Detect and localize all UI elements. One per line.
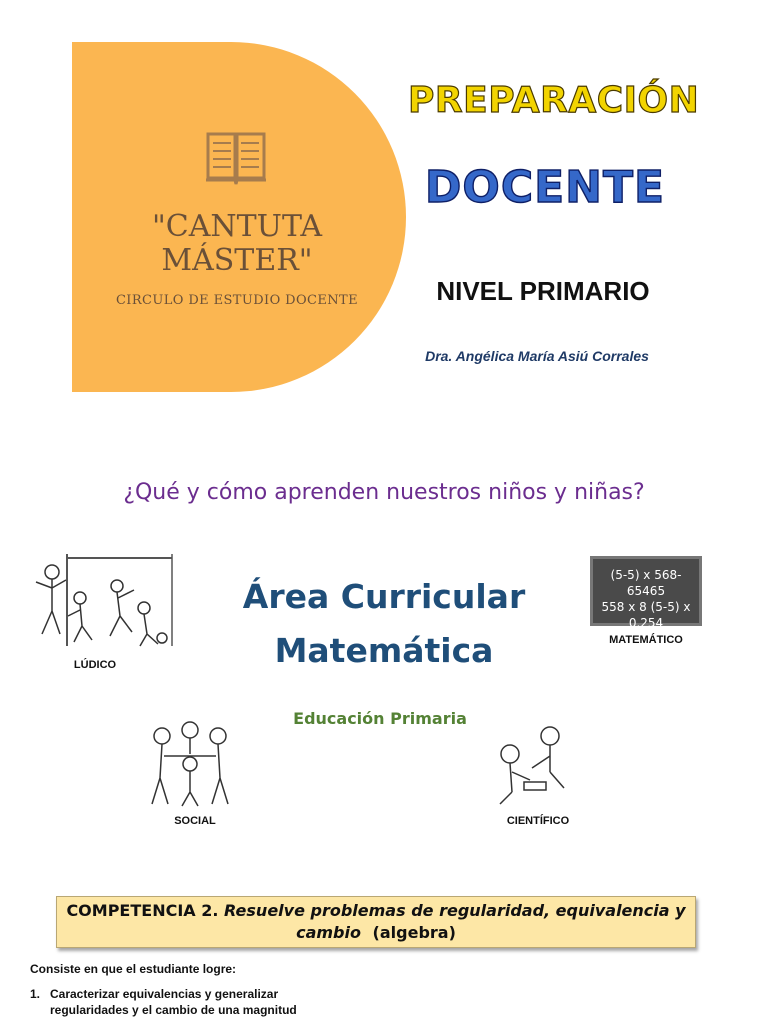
list-item-number: 1. xyxy=(30,987,41,1001)
author-name: Dra. Angélica María Asiú Corrales xyxy=(425,348,649,364)
competency-label: COMPETENCIA 2. xyxy=(66,901,219,920)
title-preparacion: PREPARACIÓN xyxy=(408,80,700,121)
competency-intro: Consiste en que el estudiante logre: xyxy=(30,962,237,976)
scientific-children-illustration xyxy=(488,722,580,808)
caption-cientifico: CIENTÍFICO xyxy=(506,815,570,827)
list-item xyxy=(30,986,370,1018)
title-docente: DOCENTE xyxy=(424,162,666,213)
caption-matematico: MATEMÁTICO xyxy=(609,634,683,646)
playing-children-illustration xyxy=(22,546,182,656)
logo-subtitle: CIRCULO DE ESTUDIO DOCENTE xyxy=(115,293,359,308)
caption-social: SOCIAL xyxy=(174,815,216,827)
level-heading: NIVEL PRIMARIO xyxy=(436,276,650,306)
math-chalkboard: (5-5) x 568-65465 558 x 8 (5-5) x 0.254 xyxy=(590,556,702,626)
social-children-illustration xyxy=(140,718,240,810)
area-title: Área Curricular Matemática xyxy=(242,577,526,670)
list-item-text: Caracterizar equivalencias y generalizar regularidades y el cambio de una magnitud xyxy=(50,987,297,1017)
competency-suffix: (algebra) xyxy=(372,923,456,942)
logo-title: "CANTUTA MÁSTER" xyxy=(152,209,322,278)
open-book-icon xyxy=(204,128,268,188)
competency-title: Resuelve problemas de regularidad, equivalencia y cambio xyxy=(224,901,686,942)
caption-ludico: LÚDICO xyxy=(73,659,117,671)
education-level: Educación Primaria xyxy=(293,709,467,728)
question-heading: ¿Qué y cómo aprenden nuestros niños y niñas? xyxy=(123,480,645,505)
competency-box xyxy=(56,896,696,948)
